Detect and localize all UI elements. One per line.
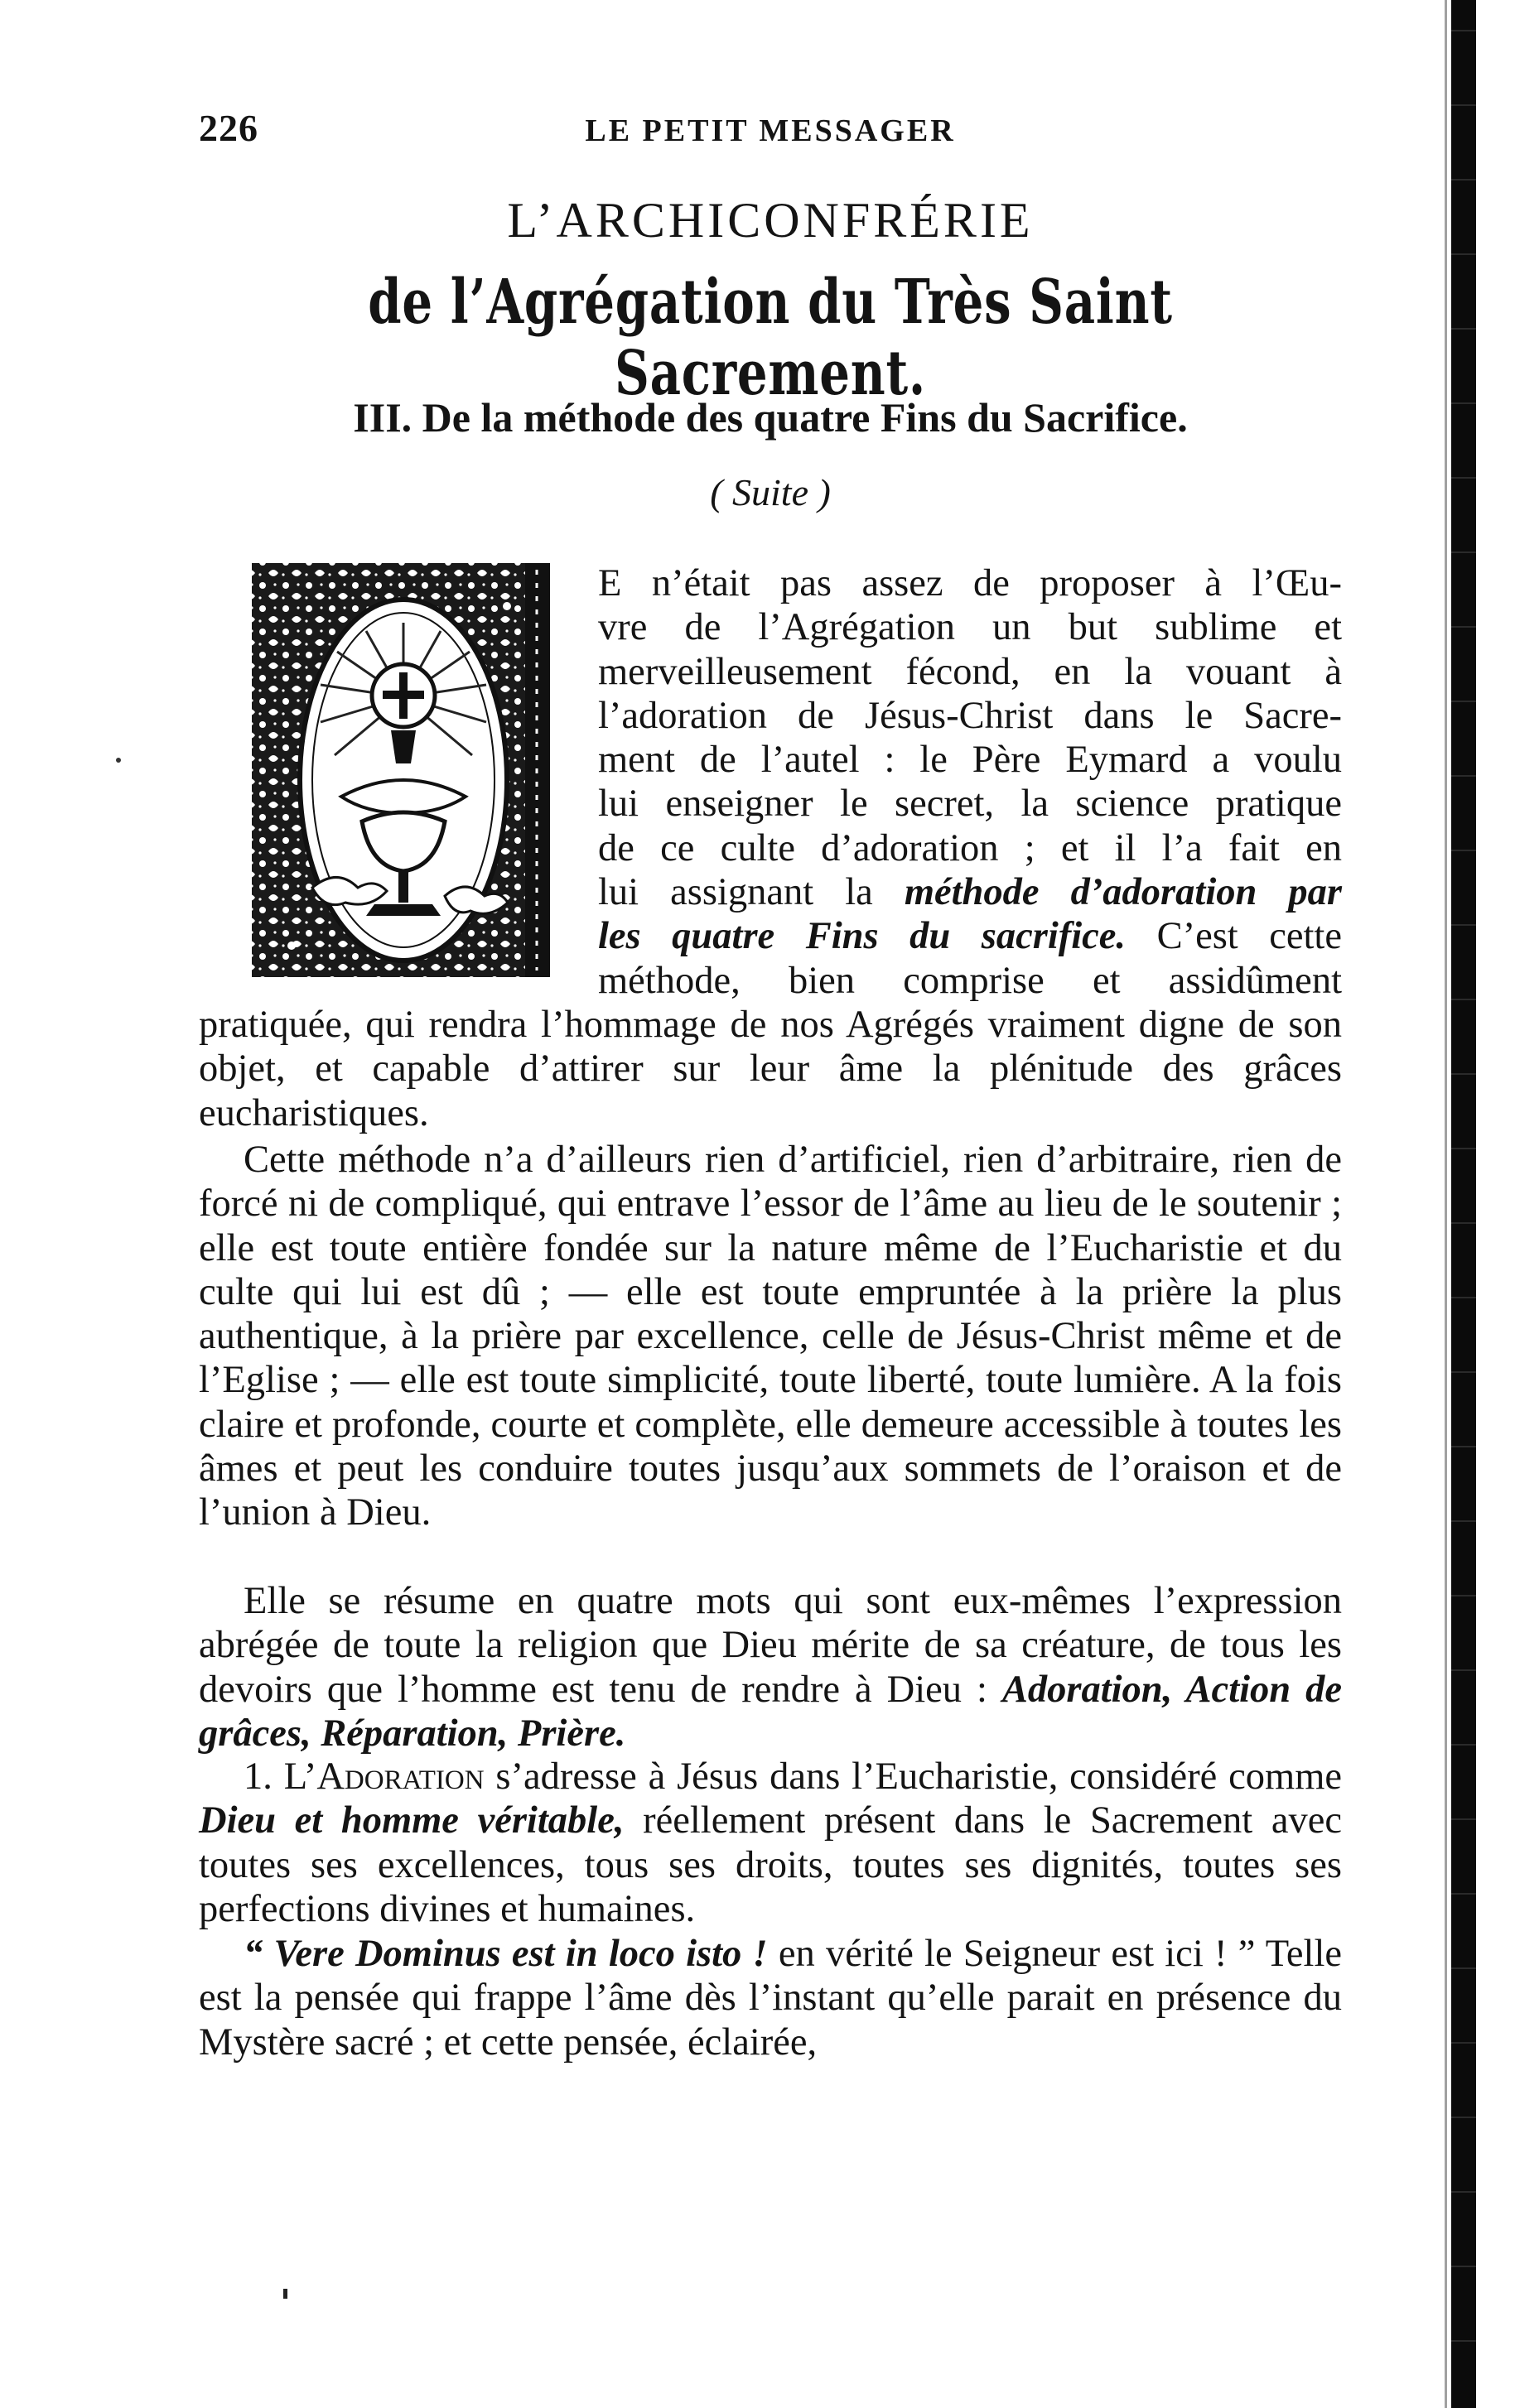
- suite-label: ( Suite ): [710, 471, 831, 513]
- page-number: 226: [199, 107, 258, 149]
- paragraph-1: [199, 561, 1342, 1135]
- paragraph-text: Elle se résume en quatre mots qui sont eux-mêmes l’expression abrégée de toute la religion que Dieu mérite de sa créature, de tous les devoirs que l’homme est tenu de rendre à Dieu :: [199, 1580, 1342, 1711]
- text-run: lui assignant la: [598, 871, 905, 914]
- paragraph-text: s’adresse à Jésus dans l’Eucharistie, considéré comme: [484, 1755, 1343, 1798]
- paragraph-text: Cette méthode n’a d’ailleurs rien d’artificiel, rien d’arbitraire, rien de forcé ni de compliqué, qui entrave l’essor de l’âme au lieu de le soutenir ; elle est toute entière fondée sur la nature même de l’Eucharistie et du culte qui lui est dû ; — elle est toute empruntée à la prière la plus authentique, à la prière par excellence, celle de Jésus-Christ même et de l’Eglise ; — elle est toute simplicité, toute liberté, toute lumière. A la fois claire et profonde, courte et complète, elle demeure accessible à toutes les âmes et peut les conduire toutes jusqu’aux sommets de l’oraison et de l’union à Dieu.: [199, 1139, 1342, 1534]
- text-line: E n’était pas assez de proposer à l’Œu-: [598, 562, 1342, 604]
- emphasis: les quatre Fins du sacrifice.: [598, 915, 1127, 958]
- paragraph-text: en vérité le Seigneur est ici ! ” Telle est la pensée qui frappe l’âme dès l’instant qu’elle parait en présence du Mystère sacré ; et cette pensée, éclairée,: [199, 1933, 1342, 2064]
- text-line: merveilleusement fécond, en la vouant à: [598, 650, 1342, 693]
- item-heading: L’Adoration: [283, 1755, 485, 1798]
- scan-edge-shadow: [1451, 0, 1476, 2408]
- running-head: LE PETIT MESSAGER: [585, 113, 956, 148]
- paragraph-4: [199, 1755, 1342, 1931]
- emphasis: Dieu et homme véritable,: [199, 1799, 625, 1842]
- paragraph-text: réellement présent dans le Sacrement avec toutes ses excellences, tous ses droits, toutes ses dignités, toutes ses perfections divines et humaines.: [199, 1799, 1342, 1930]
- text-line: ment de l’autel : le Père Eymard a voulu: [598, 739, 1342, 782]
- text-run: C’est cette: [1126, 915, 1342, 958]
- text-line: lui enseigner le secret, la science pratique: [598, 783, 1342, 826]
- ink-speck: [283, 2289, 287, 2299]
- text-line: [199, 870, 1342, 914]
- text-line: vre de l’Agrégation un but sublime et: [598, 606, 1342, 649]
- text-line: [199, 914, 1342, 958]
- text-line: l’adoration de Jésus-Christ dans le Sacre-: [598, 694, 1342, 737]
- ink-speck: [116, 758, 121, 763]
- text-line: méthode, bien comprise et assidûment: [598, 959, 1342, 1002]
- paragraph-1-continuation: pratiquée, qui rendra l’hommage de nos Agrégés vraiment digne de son objet, et capable d’attirer sur leur âme la plénitude des grâces eucharistiques.: [199, 1003, 1342, 1134]
- section-title: III. De la méthode des quatre Fins du Sacrifice.: [353, 394, 1188, 441]
- paragraph-5: [199, 1932, 1342, 2064]
- emphasis: méthode d’adoration par: [904, 871, 1342, 914]
- sub-title: de l’Agrégation du Très Saint Sacrement.: [368, 267, 1173, 409]
- paragraph-3: [199, 1579, 1342, 1755]
- latin-quote: “ Vere Dominus est in loco isto !: [244, 1933, 768, 1975]
- text-line: de ce culte d’adoration ; et il l’a fait en: [598, 826, 1342, 869]
- four-ends-list: Adoration, Action de grâces, Réparation, Prière.: [199, 1668, 1342, 1755]
- main-title: L’ARCHICONFRÉRIE: [507, 193, 1034, 248]
- paragraph-2: [199, 1138, 1342, 1535]
- item-number: 1.: [244, 1755, 284, 1798]
- page-header: [199, 106, 1342, 156]
